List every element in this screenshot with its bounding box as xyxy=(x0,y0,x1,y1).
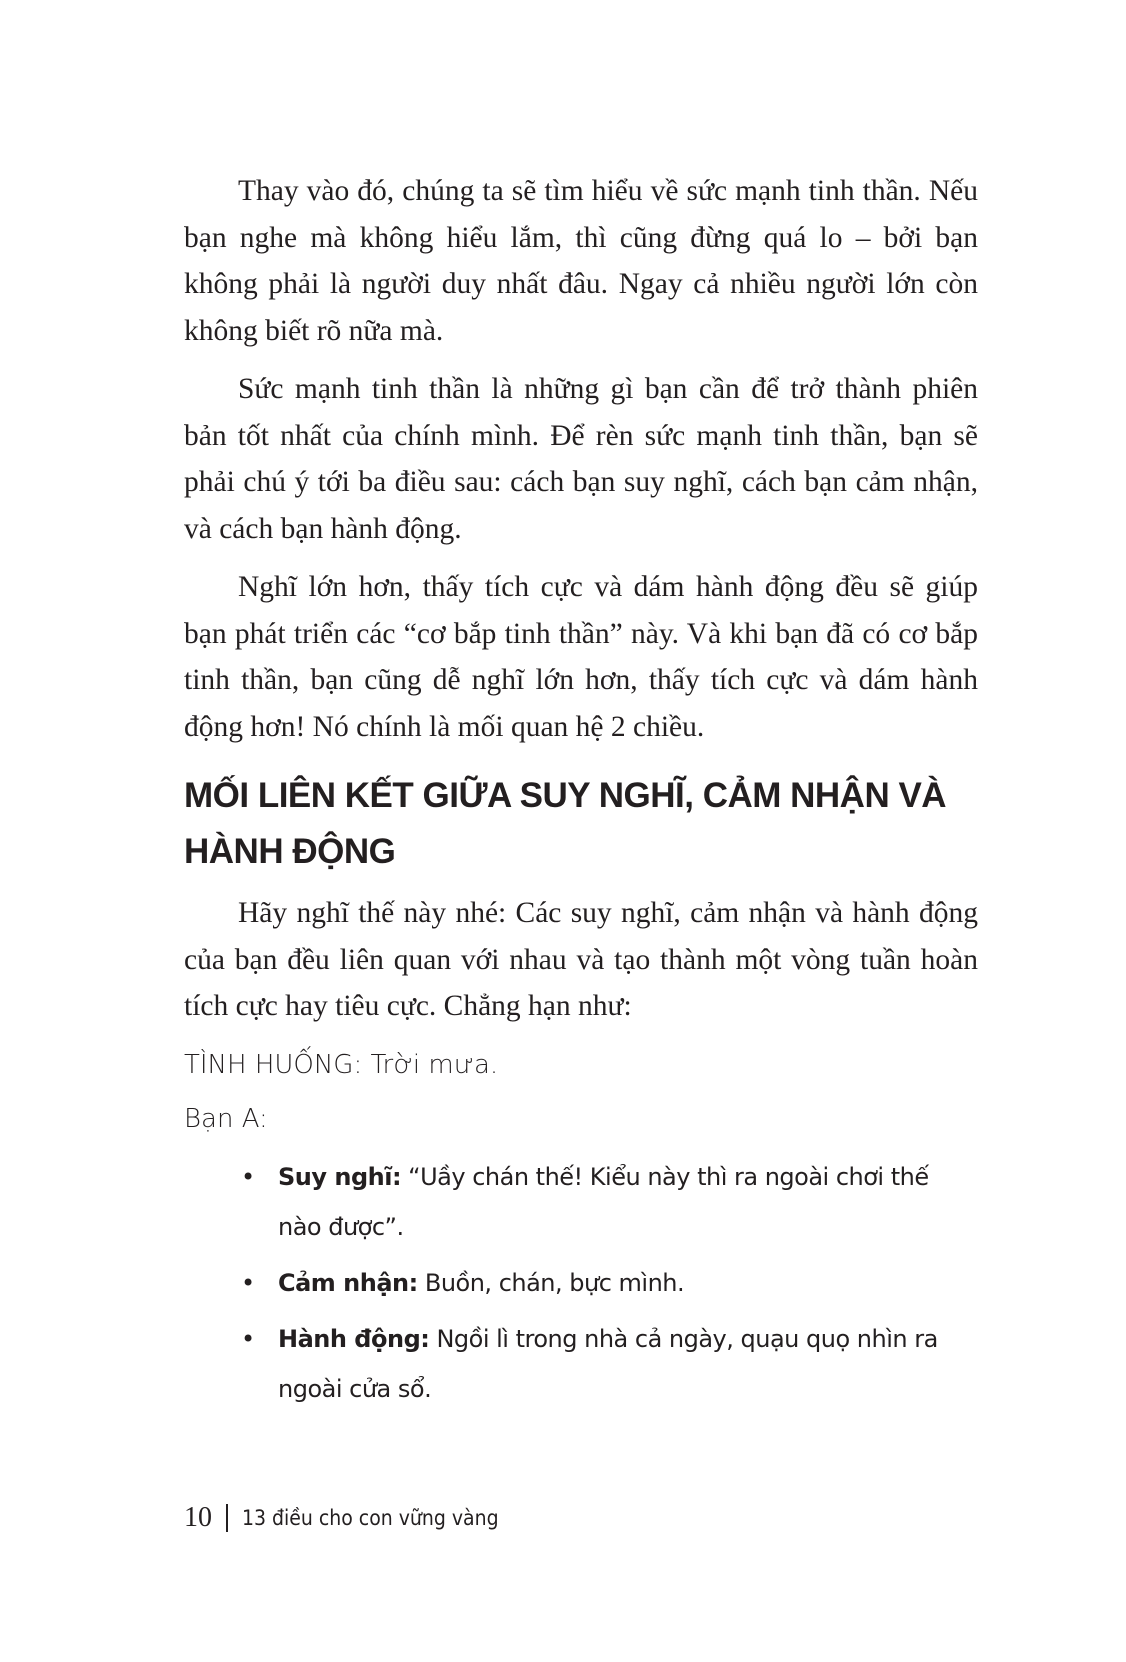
item-label: Cảm nhận: xyxy=(278,1268,418,1297)
item-label: Suy nghĩ: xyxy=(278,1162,402,1191)
bullet-icon: • xyxy=(241,1268,255,1297)
book-title: 13 điều cho con vững vàng xyxy=(242,1506,499,1530)
section-heading: MỐI LIÊN KẾT GIỮA SUY NGHĨ, CẢM NHẬN VÀ HÀNH ĐỘNG xyxy=(184,776,947,871)
page-number: 10 xyxy=(184,1502,212,1533)
item-label: Hành động: xyxy=(278,1324,430,1353)
item-text: Ngồi lì trong nhà cả ngày, quạu quọ nhìn ra ngoài cửa sổ. xyxy=(278,1324,938,1403)
paragraph: Sức mạnh tinh thần là những gì bạn cần để trở thành phiên bản tốt nhất của chính mình. Để rèn sức mạnh tinh thần, bạn sẽ phải chú ý tới ba điều sau: cách bạn suy nghĩ, cách bạn cảm nhận, và cách bạn hành động. xyxy=(184,373,978,545)
item-text: Buồn, chán, bực mình. xyxy=(417,1268,685,1297)
bullet-icon: • xyxy=(241,1162,255,1191)
item-text: “Uầy chán thế! Kiểu này thì ra ngoài chơi thế nào được”. xyxy=(278,1162,929,1241)
paragraph: Nghĩ lớn hơn, thấy tích cực và dám hành động đều sẽ giúp bạn phát triển các “cơ bắp tinh thần” này. Và khi bạn đã có cơ bắp tinh thần, bạn cũng dễ nghĩ lớn hơn, thấy tích cực và dám hành động hơn! Nó chính là mối quan hệ 2 chiều. xyxy=(184,571,978,743)
list-item xyxy=(241,1258,978,1308)
situation-line: TÌNH HUỐNG: Trời mưa. xyxy=(184,1049,499,1080)
page-footer xyxy=(184,1502,499,1534)
intro-paragraph: Hãy nghĩ thế này nhé: Các suy nghĩ, cảm nhận và hành động của bạn đều liên quan với nhau và tạo thành một vòng tuần hoàn tích cực hay tiêu cực. Chẳng hạn như: xyxy=(184,897,978,1022)
bullet-icon: • xyxy=(241,1324,255,1353)
person-label: Bạn A: xyxy=(184,1103,268,1134)
bullet-list xyxy=(184,1152,978,1414)
list-item xyxy=(241,1152,978,1252)
page-content xyxy=(184,168,978,1420)
paragraph: Thay vào đó, chúng ta sẽ tìm hiểu về sức mạnh tinh thần. Nếu bạn nghe mà không hiểu lắm, thì cũng đừng quá lo – bởi bạn không phải là người duy nhất đâu. Ngay cả nhiều người lớn còn không biết rõ nữa mà. xyxy=(184,175,978,347)
footer-divider xyxy=(226,1504,228,1532)
list-item xyxy=(241,1314,978,1414)
